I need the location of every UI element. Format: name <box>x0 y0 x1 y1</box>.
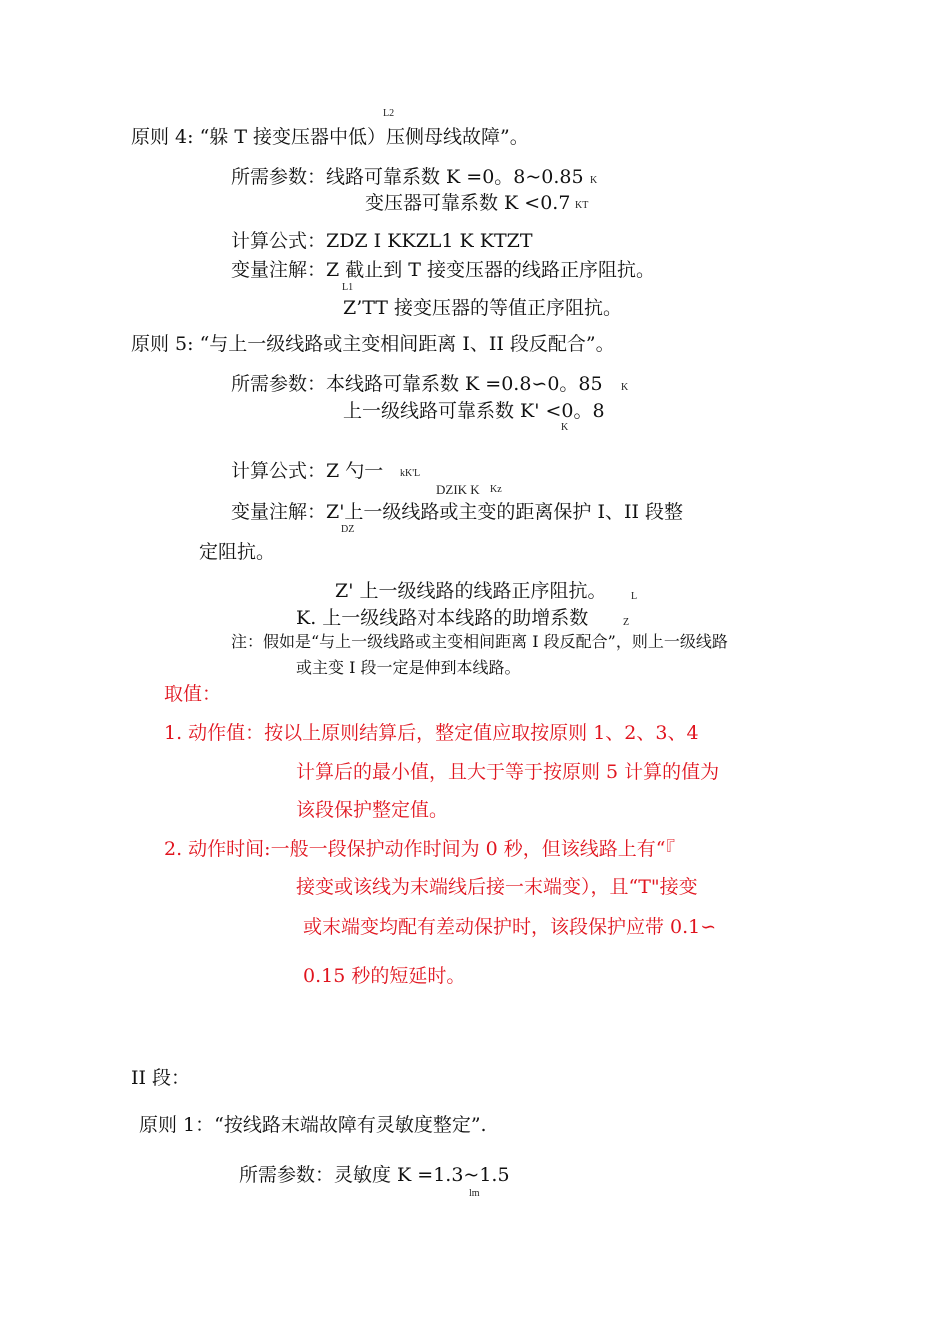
value-item1-line1: 1. 动作值：按以上原则结算后，整定值应取按原则 1、2、3、4 <box>164 722 699 744</box>
principle5-params-sub2: K <box>561 422 569 433</box>
principle5-formula-sub2: DZIK K <box>436 482 480 497</box>
value-item1-line3: 该段保护整定值。 <box>296 799 449 821</box>
principle4-params: 所需参数：线路可靠系数 K =0。8~0.85 <box>231 166 584 188</box>
principle5-variable-line3: K. 上一级线路对本线路的助增系数 <box>296 607 589 629</box>
value-item2-line3: 或末端变均配有差动保护时，该段保护应带 0.1∽ <box>303 916 717 938</box>
principle5-formula-sub1: kK'L <box>400 468 421 479</box>
principle5-params-sub1: K <box>621 382 629 393</box>
principle5-variable-line2: Z' 上一级线路的线路正序阻抗。 <box>335 580 607 602</box>
principle5-note-line2: 或主变 I 段一定是伸到本线路。 <box>296 658 521 677</box>
principle4-params-line2: 变压器可靠系数 K <0.7 <box>365 192 571 214</box>
value-item2-line1: 2. 动作时间:一般一段保护动作时间为 0 秒，但该线路上有“『 <box>164 838 675 860</box>
principle5-params-line2: 上一级线路可靠系数 K' <0。8 <box>343 400 605 422</box>
superscript-l2: L2 <box>383 108 395 119</box>
principle5-formula: 计算公式：Z 勺一 <box>231 460 384 482</box>
principle5-variable-note: 变量注解：Z'上一级线路或主变的距离保护 I、II 段整 <box>231 501 684 523</box>
section2-heading: II 段： <box>131 1067 191 1089</box>
principle4-params-sub1: K <box>590 175 598 186</box>
principle4-variable-line2: Z’TT 接变压器的等值正序阻抗。 <box>343 297 622 319</box>
section2-principle1: 原则 1：“按线路末端故障有灵敏度整定”. <box>139 1114 487 1136</box>
value-item2-line4: 0.15 秒的短延时。 <box>303 965 466 987</box>
principle4-variable-sub: L1 <box>342 282 354 293</box>
principle5-note-line1: 注：假如是“与上一级线路或主变相间距离 I 段反配合”，则上一级线路 <box>231 632 728 651</box>
value-item1-line2: 计算后的最小值，且大于等于按原则 5 计算的值为 <box>296 761 720 783</box>
principle4-params-sub2: KT <box>575 200 589 211</box>
principle5-variable-line3-sub: Z <box>623 617 630 628</box>
section2-params-sub: lm <box>469 1188 480 1199</box>
principle5-title: 原则 5: “与上一级线路或主变相间距离 I、II 段反配合”。 <box>131 333 615 355</box>
principle5-params: 所需参数：本线路可靠系数 K =0.8∽0。85 <box>231 373 603 395</box>
principle4-variable-note: 变量注解：Z 截止到 T 接变压器的线路正序阻抗。 <box>231 259 655 281</box>
principle4-formula: 计算公式：ZDZ I KKZL1 K KTZT <box>231 230 533 252</box>
principle5-formula-sub3: Kz <box>490 484 502 495</box>
principle5-variable-line2-sub: L <box>631 591 638 602</box>
value-heading: 取值： <box>164 683 222 705</box>
principle5-variable-cont: 定阻抗。 <box>199 541 276 563</box>
principle4-title: 原则 4: “躲 T 接变压器中低）压侧母线故障”。 <box>131 126 529 148</box>
value-item2-line2: 接变或该线为末端线后接一末端变），且“T"接变 <box>296 876 698 898</box>
principle5-variable-sub: DZ <box>341 524 355 535</box>
section2-params: 所需参数：灵敏度 K =1.3~1.5 <box>239 1164 510 1186</box>
